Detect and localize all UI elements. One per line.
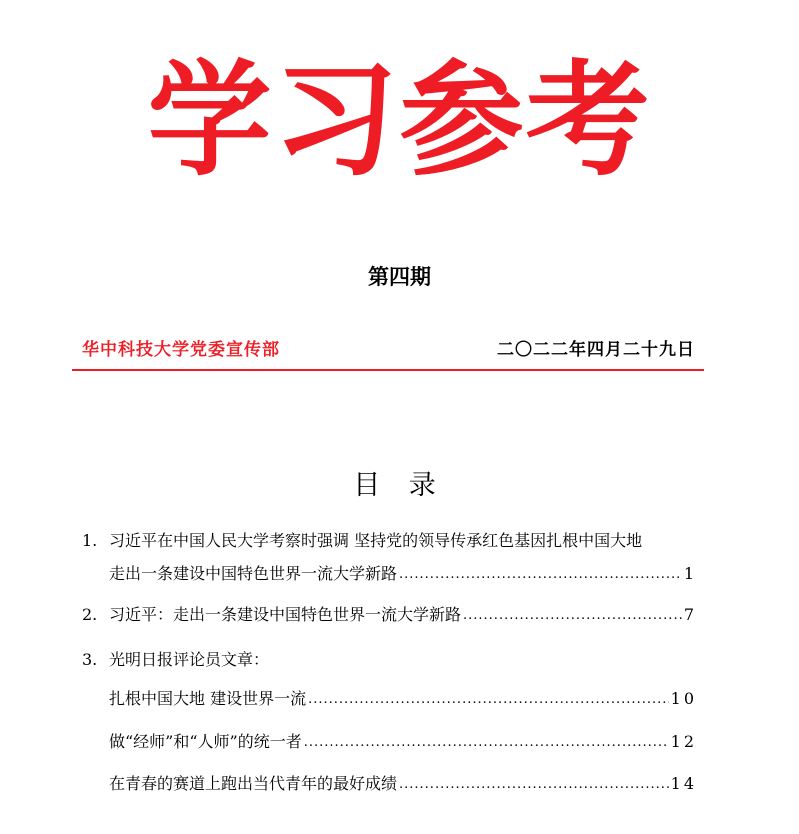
- toc-subentry-row[interactable]: [109, 687, 697, 713]
- toc-entry-1-page: 1: [683, 564, 697, 583]
- toc-entry-1-title-line1[interactable]: 习近平在中国人民大学考察时强调 坚持党的领导传承红色基因扎根中国大地: [109, 531, 643, 550]
- toc-heading: 目 录: [353, 470, 446, 501]
- toc-leader-dots: [399, 561, 682, 587]
- toc-subentry-page: 10: [670, 689, 697, 708]
- toc-leader-dots: [308, 686, 669, 712]
- toc-entry-2-title: 习近平：走出一条建设中国特色世界一流大学新路: [109, 605, 462, 624]
- toc-subentry-title: 在青春的赛道上跑出当代青年的最好成绩: [109, 774, 398, 793]
- toc-entry-3-title[interactable]: 光明日报评论员文章：: [109, 650, 270, 669]
- publication-date: 二〇二二年四月二十九日: [497, 340, 695, 360]
- toc-entry-1-title-line2: 走出一条建设中国特色世界一流大学新路: [109, 564, 398, 583]
- publisher-name: 华中科技大学党委宣传部: [82, 340, 280, 360]
- toc-subentry-title: 扎根中国大地 建设世界一流: [109, 689, 307, 708]
- toc-subentry-row[interactable]: [109, 772, 697, 798]
- toc-subentry-row[interactable]: [109, 730, 697, 756]
- toc-leader-dots: [399, 771, 669, 797]
- toc-entry-2-page: 7: [683, 605, 697, 624]
- masthead-title: 学习参考: [147, 49, 652, 193]
- toc-leader-dots: [463, 602, 682, 628]
- toc-entry-2-row[interactable]: [109, 603, 697, 629]
- header-divider: [72, 369, 704, 371]
- toc-entry-2-number: 2.: [82, 605, 98, 624]
- toc-entry-1-row[interactable]: [109, 562, 697, 588]
- toc-leader-dots: [304, 729, 669, 755]
- toc-entry-1-number: 1.: [82, 531, 98, 550]
- toc-subentry-title: 做“经师”和“人师”的统一者: [109, 732, 302, 751]
- issue-number: 第四期: [368, 264, 431, 289]
- toc-subentry-page: 14: [670, 774, 697, 793]
- toc-entry-3-number: 3.: [82, 650, 98, 669]
- toc-subentry-page: 12: [670, 732, 697, 751]
